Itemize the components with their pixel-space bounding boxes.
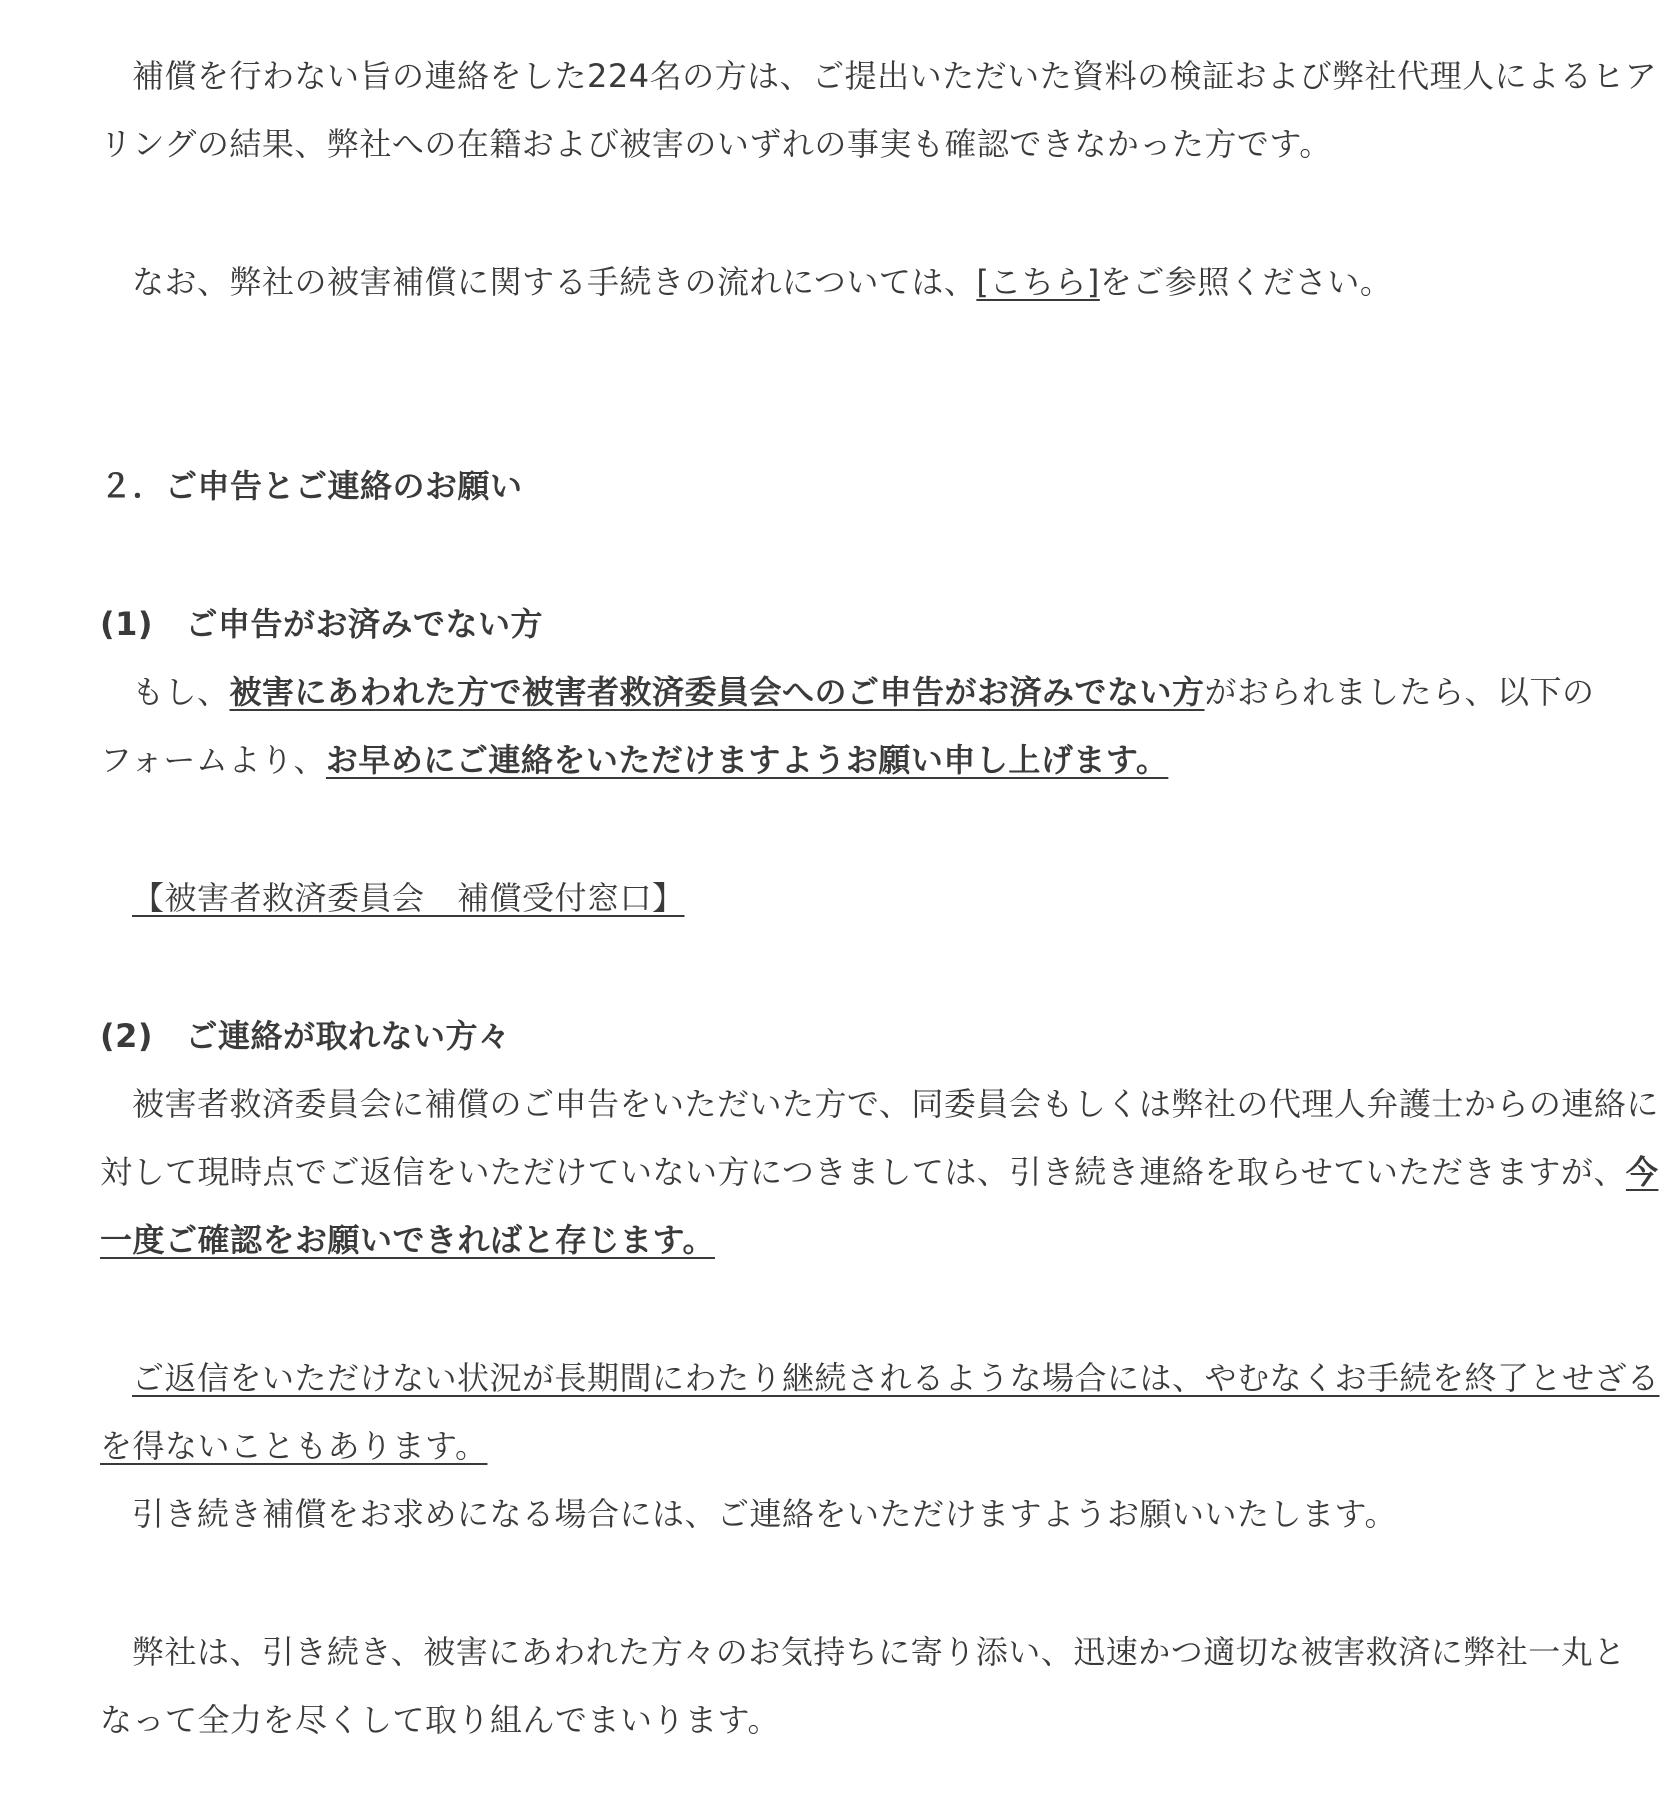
warning-line: を得ないこともあります。: [100, 1427, 488, 1465]
text-span: 対して現時点でご返信をいただけていない方につきましては、引き続き連絡を取らせていただきますが、: [100, 1153, 1626, 1191]
text-span: フォームより、: [100, 741, 326, 779]
procedure-note: [132, 262, 1392, 302]
emphasis-text: 被害にあわれた方で被害者救済委員会へのご申告がお済みでない方: [229, 673, 1205, 711]
paragraph-line: 被害者救済委員会に補償のご申告をいただいた方で、同委員会もしくは弊社の代理人弁護士からの連絡に: [132, 1085, 1659, 1123]
warning-line: ご返信をいただけない状況が長期間にわたり継続されるような場合には、やむなくお手続を終了とせざる: [132, 1359, 1660, 1397]
paragraph-line: [100, 1152, 1658, 1192]
text-span: もし、: [132, 673, 230, 711]
form-link[interactable]: [132, 878, 685, 918]
emphasis-line: 一度ご確認をお願いできればと存じます。: [100, 1221, 715, 1259]
subsection-heading: (2) ご連絡が取れない方々: [100, 1017, 511, 1055]
procedure-link[interactable]: [こちら]: [976, 263, 1100, 301]
paragraph-line: 引き続き補償をお求めになる場合には、ご連絡をいただけますようお願いいたします。: [132, 1495, 1397, 1533]
paragraph-line: リングの結果、弊社への在籍および被害のいずれの事実も確認できなかった方です。: [100, 125, 1332, 163]
subsection-heading: (1) ご申告がお済みでない方: [100, 605, 544, 643]
compensation-form-link[interactable]: 【被害者救済委員会 補償受付窓口】: [132, 879, 685, 917]
paragraph-line: 補償を行わない旨の連絡をした224名の方は、ご提出いただいた資料の検証および弊社代理人によるヒア: [132, 57, 1658, 95]
text-span: がおられましたら、以下の: [1204, 673, 1595, 711]
paragraph-line: [100, 740, 1168, 780]
paragraph-line: [132, 672, 1595, 712]
section-heading: ２．ご申告とご連絡のお願い: [100, 467, 523, 505]
emphasis-text: 今: [1625, 1153, 1659, 1191]
procedure-note-text: をご参照ください。: [1099, 263, 1393, 301]
closing-line: なって全力を尽くして取り組んでまいります。: [100, 1701, 780, 1739]
emphasis-text: お早めにご連絡をいただけますようお願い申し上げます。: [325, 741, 1169, 779]
procedure-note-text: なお、弊社の被害補償に関する手続きの流れについては、: [132, 263, 977, 301]
closing-line: 弊社は、引き続き、被害にあわれた方々のお気持ちに寄り添い、迅速かつ適切な被害救済に弊社一丸と: [132, 1633, 1626, 1671]
